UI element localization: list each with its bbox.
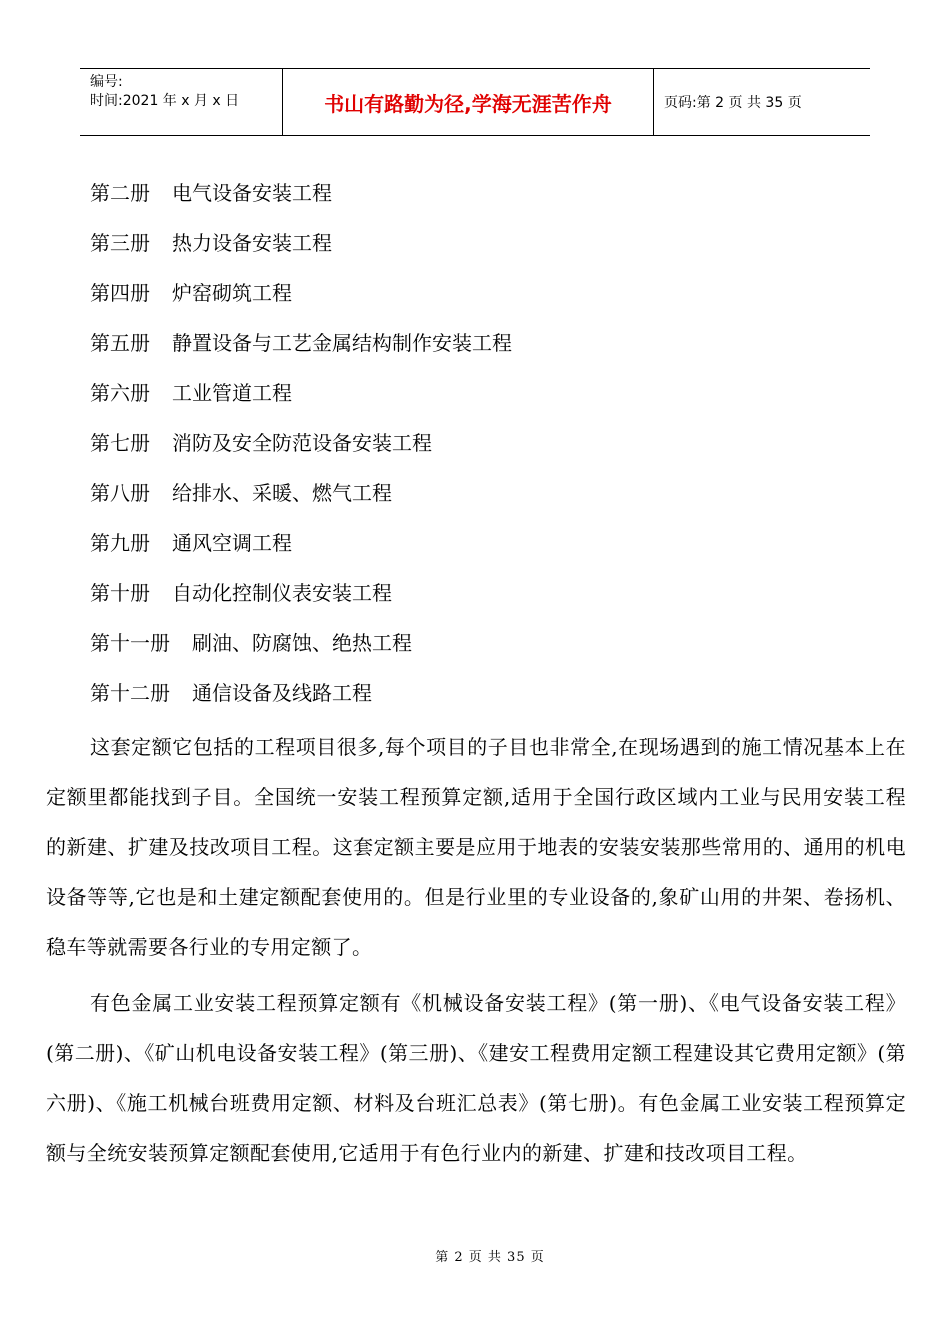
body-paragraph-2: 有色金属工业安装工程预算定额有《机械设备安装工程》(第一册)、《电气设备安装工程》(第二册)、《矿山机电设备安装工程》(第三册)、《建安工程费用定额工程建设其它费用定额》(第六册)、《施工机械台班费用定额、材料及台班汇总表》(第七册)。有色金属工业安装工程预算定额与全统安装预算定额配套使用,它适用于有色行业内的新建、扩建和技改项目工程。 xyxy=(46,991,906,1165)
date-label: 时间:2021 年 x 月 x 日 xyxy=(90,93,240,109)
volume-title: 炉窑砌筑工程 xyxy=(172,281,292,305)
header-page-cell xyxy=(654,69,870,135)
volume-number: 第十二册 xyxy=(90,681,170,705)
volume-number: 第十一册 xyxy=(90,631,170,655)
volume-number: 第二册 xyxy=(90,181,150,205)
footer-page-number: 第 2 页 共 35 页 xyxy=(435,1250,545,1265)
volume-item xyxy=(46,622,906,672)
volume-number: 第四册 xyxy=(90,281,150,305)
volume-item xyxy=(46,522,906,572)
volume-item xyxy=(46,572,906,622)
volume-number: 第九册 xyxy=(90,531,150,555)
volume-number: 第十册 xyxy=(90,581,150,605)
volume-number: 第六册 xyxy=(90,381,150,405)
volume-title: 自动化控制仪表安装工程 xyxy=(172,581,392,605)
page-footer xyxy=(0,1246,950,1265)
volume-title: 通信设备及线路工程 xyxy=(192,681,372,705)
volume-number: 第七册 xyxy=(90,431,150,455)
volume-item xyxy=(46,172,906,222)
volume-item xyxy=(46,422,906,472)
volume-title: 通风空调工程 xyxy=(172,531,292,555)
header-motto-cell xyxy=(282,69,654,135)
header-left-cell xyxy=(80,69,282,135)
volume-number: 第五册 xyxy=(90,331,150,355)
page-header xyxy=(80,68,870,136)
volume-title: 电气设备安装工程 xyxy=(172,181,332,205)
page-info: 页码:第 2 页 共 35 页 xyxy=(664,95,802,111)
volume-item xyxy=(46,272,906,322)
body-paragraph-1: 这套定额它包括的工程项目很多,每个项目的子目也非常全,在现场遇到的施工情况基本上在定额里都能找到子目。全国统一安装工程预算定额,适用于全国行政区域内工业与民用安装工程的新建、扩建及技改项目工程。这套定额主要是应用于地表的安装安装那些常用的、通用的机电设备等等,它也是和土建定额配套使用的。但是行业里的专业设备的,象矿山用的井架、卷扬机、稳车等就需要各行业的专用定额了。 xyxy=(46,735,906,959)
document-body xyxy=(46,172,906,1184)
volume-number: 第八册 xyxy=(90,481,150,505)
volume-list xyxy=(46,172,906,722)
volume-title: 静置设备与工艺金属结构制作安装工程 xyxy=(172,331,512,355)
volume-title: 消防及安全防范设备安装工程 xyxy=(172,431,432,455)
volume-title: 热力设备安装工程 xyxy=(172,231,332,255)
volume-item xyxy=(46,472,906,522)
volume-title: 工业管道工程 xyxy=(172,381,292,405)
number-label: 编号: xyxy=(90,74,123,90)
volume-item xyxy=(46,672,906,722)
volume-item xyxy=(46,322,906,372)
motto-text: 书山有路勤为径,学海无涯苦作舟 xyxy=(324,91,612,116)
volume-item xyxy=(46,222,906,272)
volume-number: 第三册 xyxy=(90,231,150,255)
volume-title: 给排水、采暖、燃气工程 xyxy=(172,481,392,505)
volume-title: 刷油、防腐蚀、绝热工程 xyxy=(192,631,412,655)
volume-item xyxy=(46,372,906,422)
